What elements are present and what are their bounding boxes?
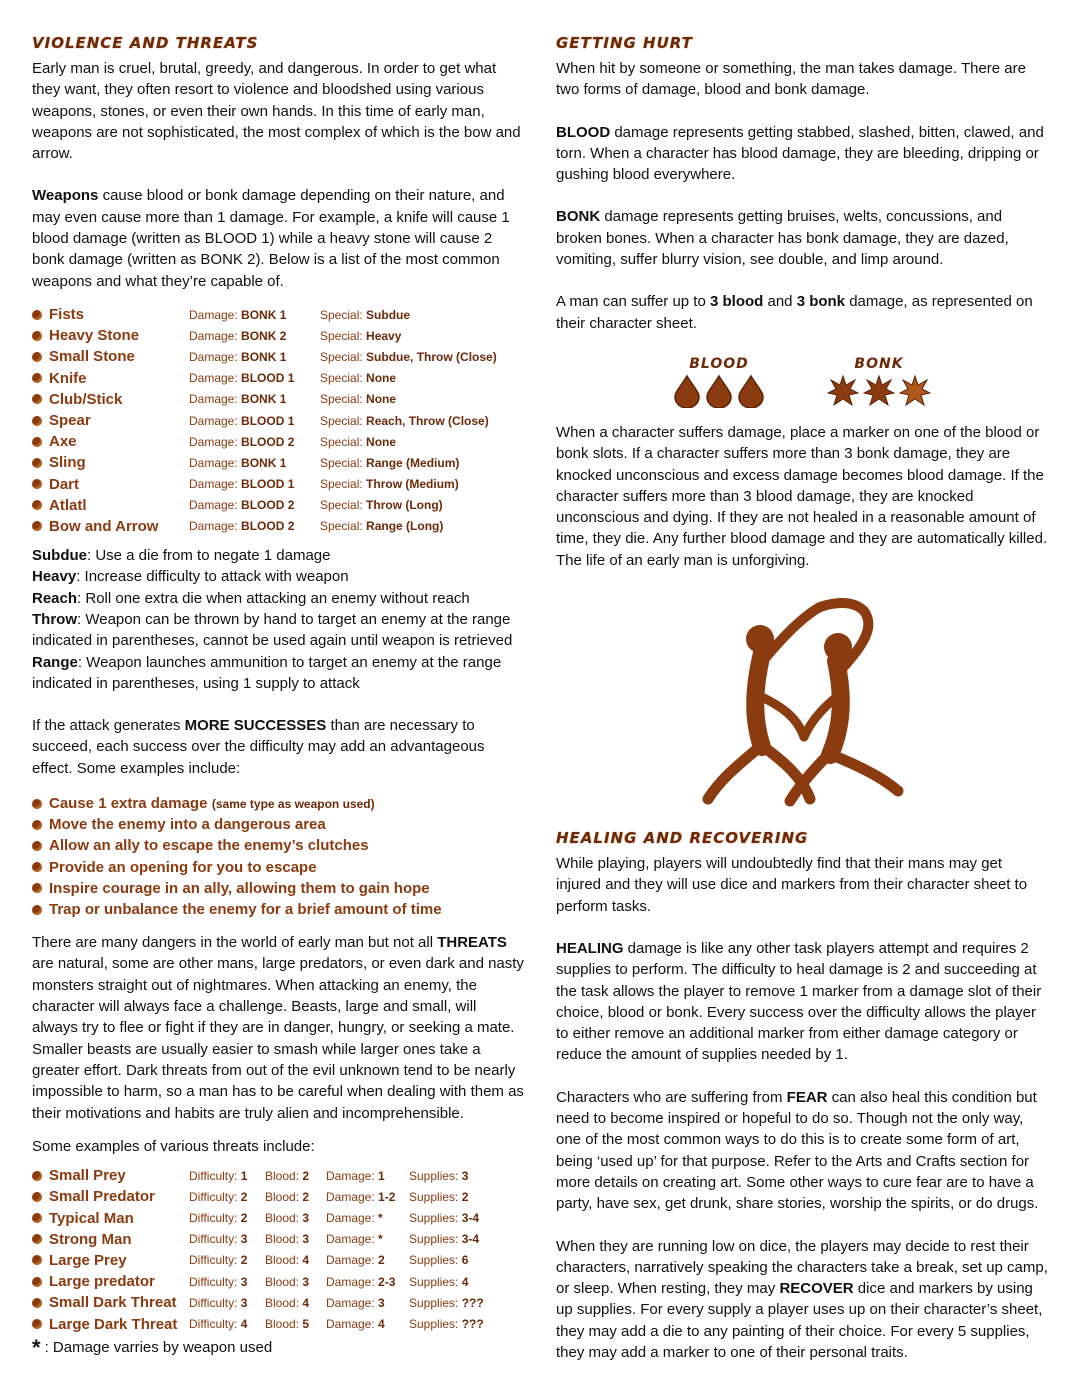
threat-blood: Blood: 4 xyxy=(265,1295,310,1310)
threat-supplies: Supplies: 3-4 xyxy=(409,1211,480,1226)
bullet-icon xyxy=(32,799,42,809)
bonk-star-icon xyxy=(827,374,859,408)
threats-table xyxy=(32,1165,524,1335)
advantage-item: Trap or unbalance the enemy for a brief amount of time xyxy=(32,899,524,920)
weapon-damage: Damage: BLOOD 2 xyxy=(189,434,295,449)
weapon-damage: Damage: BLOOD 1 xyxy=(189,413,295,428)
weapon-row xyxy=(32,431,524,452)
threat-name: Large Prey xyxy=(49,1251,127,1269)
advantage-item: Cause 1 extra damage (same type as weapon used) xyxy=(32,793,524,814)
bullet-icon xyxy=(32,1213,42,1223)
weapon-row xyxy=(32,452,524,473)
threat-difficulty: Difficulty: 3 xyxy=(189,1232,248,1247)
threat-damage: Damage: 1 xyxy=(326,1168,385,1183)
bullet-icon xyxy=(32,1319,42,1329)
bullet-icon xyxy=(32,1171,42,1181)
blood-drop-icon xyxy=(705,374,733,408)
weapon-name: Sling xyxy=(49,454,86,472)
bullet-icon xyxy=(32,373,42,383)
threat-row xyxy=(32,1271,524,1292)
bullet-icon xyxy=(32,416,42,426)
threat-supplies: Supplies: 2 xyxy=(409,1189,469,1204)
threats-paragraph: There are many dangers in the world of early man but not all THREATS are natural, some are other mans, large predators, or even dark and nasty monsters straight out of nightmares. When attacking an enemy, the character will always face a challenge. Beasts, large and small, will always try to flee or fight if they are in danger, hungry, or seeking a mate. Smaller beasts are usually easier to smash while larger ones take a greater effort. Dark threats from out of the evil unknown tend to be nearly impossible to harm, so a man has to be careful when dealing with them as their motivations and habits are truly alien and incomprehensible. xyxy=(32,934,524,1122)
weapons-table xyxy=(32,304,524,537)
weapon-row xyxy=(32,368,524,389)
threat-name: Typical Man xyxy=(49,1209,134,1227)
right-column xyxy=(556,34,1048,1363)
threat-supplies: Supplies: 3 xyxy=(409,1168,469,1183)
threat-row xyxy=(32,1292,524,1313)
bullet-icon xyxy=(32,500,42,510)
definition-range: Range: Weapon launches ammunition to target an enemy at the range indicated in parentheses, using 1 supply to attack xyxy=(32,653,502,692)
threat-blood: Blood: 2 xyxy=(265,1189,310,1204)
advantages-list xyxy=(32,793,524,920)
weapon-special: Special: Range (Medium) xyxy=(320,455,460,470)
threat-name: Strong Man xyxy=(49,1230,132,1248)
definition-reach: Reach: Roll one extra die when attacking an enemy without reach xyxy=(32,589,470,607)
threat-blood: Blood: 2 xyxy=(265,1168,310,1183)
damage-markers xyxy=(556,356,1048,408)
threat-damage: Damage: 4 xyxy=(326,1317,385,1331)
threat-row xyxy=(32,1313,524,1334)
weapon-damage: Damage: BONK 1 xyxy=(189,349,287,364)
threat-row xyxy=(32,1229,524,1250)
weapon-special: Special: Reach, Throw (Close) xyxy=(320,413,489,428)
threat-difficulty: Difficulty: 2 xyxy=(189,1211,248,1226)
weapon-special: Special: Heavy xyxy=(320,328,402,343)
bullet-icon xyxy=(32,883,42,893)
bullet-icon xyxy=(32,331,42,341)
threat-supplies: Supplies: ??? xyxy=(409,1295,484,1310)
weapon-row xyxy=(32,473,524,494)
weapon-row xyxy=(32,389,524,410)
successes-paragraph: If the attack generates MORE SUCCESSES than are necessary to succeed, each success over the difficulty may add an advantageous effect. Some examples include: xyxy=(32,717,485,777)
blood-drop-icon xyxy=(673,374,701,408)
weapon-damage: Damage: BLOOD 2 xyxy=(189,519,295,534)
threat-blood: Blood: 5 xyxy=(265,1317,310,1331)
advantage-item: Provide an opening for you to escape xyxy=(32,857,524,878)
weapon-row xyxy=(32,516,524,537)
weapon-name: Knife xyxy=(49,369,87,387)
bonk-markers xyxy=(827,356,931,408)
weapon-special: Special: None xyxy=(320,392,397,407)
bullet-icon xyxy=(32,841,42,851)
asterisk-icon: * xyxy=(32,1334,41,1360)
threat-supplies: Supplies: 4 xyxy=(409,1274,469,1289)
weapon-name: Atlatl xyxy=(49,496,87,514)
threat-difficulty: Difficulty: 3 xyxy=(189,1295,248,1310)
getting-hurt-heading: GETTING HURT xyxy=(556,34,693,52)
threat-row xyxy=(32,1250,524,1271)
bullet-icon xyxy=(32,394,42,404)
threat-name: Large predator xyxy=(49,1273,155,1291)
bullet-icon xyxy=(32,905,42,915)
bullet-icon xyxy=(32,1298,42,1308)
bullet-icon xyxy=(32,352,42,362)
violence-heading: VIOLENCE AND THREATS xyxy=(32,34,259,52)
threat-blood: Blood: 3 xyxy=(265,1274,310,1289)
threat-row xyxy=(32,1207,524,1228)
weapon-special: Special: Range (Long) xyxy=(320,519,444,534)
threat-difficulty: Difficulty: 2 xyxy=(189,1253,248,1268)
weapon-name: Heavy Stone xyxy=(49,327,140,345)
blood-drop-icon xyxy=(737,374,765,408)
threat-name: Small Prey xyxy=(49,1167,126,1185)
recover-paragraph: When they are running low on dice, the players may decide to rest their characters, narratively speaking the characters take a break, set up camp, or sleep. When resting, they may RECOVER dice and markers by using up supplies. For every supply a player uses up on their character’s sheet, they may add a die to any painting of their choice. For every 5 supplies, they may add a marker to one of their personal traits. xyxy=(556,1237,1048,1361)
threat-damage: Damage: 2 xyxy=(326,1253,385,1268)
definition-throw: Throw: Weapon can be thrown by hand to target an enemy at the range indicated in parentheses, cannot be used again until weapon is retrieved xyxy=(32,610,513,650)
bullet-icon xyxy=(32,458,42,468)
bonk-label: BONK xyxy=(854,355,904,372)
weapon-special: Special: Subdue xyxy=(320,307,411,322)
weapons-paragraph: Weapons cause blood or bonk damage depending on their nature, and may even cause more than 1 damage. For example, a knife will cause 1 blood damage (written as BLOOD 1) while a heavy stone will cause 2 bonk damage (written as BONK 2). Below is a list of the most common weapons and what they’re capable of. xyxy=(32,187,510,290)
weapon-damage: Damage: BONK 1 xyxy=(189,392,287,407)
threat-damage: Damage: 3 xyxy=(326,1295,385,1310)
weapon-name: Fists xyxy=(49,306,85,324)
advantage-item: Inspire courage in an ally, allowing them to gain hope xyxy=(32,878,524,899)
threat-row xyxy=(32,1186,524,1207)
threat-damage: Damage: 2-3 xyxy=(326,1274,396,1289)
damage-rules-paragraph: When a character suffers damage, place a marker on one of the blood or bonk slots. If a character suffers more than 3 bonk damage, they are knocked unconscious and excess damage becomes blood damage. If the character suffers more than 3 blood damage, they are knocked unconscious and dying. If they are not healed in a reasonable amount of time, they die. Any further blood damage and they are automatically killed. The life of an early man is unforgiving. xyxy=(556,423,1048,569)
weapon-name: Club/Stick xyxy=(49,390,123,408)
threat-blood: Blood: 3 xyxy=(265,1211,310,1226)
threat-damage: Damage: 1-2 xyxy=(326,1189,396,1204)
weapon-special: Special: Throw (Long) xyxy=(320,498,443,513)
weapon-row xyxy=(32,346,524,367)
weapon-damage: Damage: BONK 1 xyxy=(189,307,287,322)
weapon-damage: Damage: BONK 2 xyxy=(189,328,287,343)
blood-paragraph: BLOOD damage represents getting stabbed, slashed, bitten, clawed, and torn. When a character has blood damage, they are bleeding, dripping or gushing blood everywhere. xyxy=(556,123,1044,184)
threat-blood: Blood: 3 xyxy=(265,1232,310,1247)
weapon-special: Special: None xyxy=(320,371,397,386)
weapon-name: Axe xyxy=(49,433,77,451)
healing-heading: HEALING AND RECOVERING xyxy=(556,829,809,848)
bullet-icon xyxy=(32,310,42,320)
weapon-row xyxy=(32,325,524,346)
healing-paragraph: HEALING damage is like any other task players attempt and requires 2 supplies to perform. The difficulty to heal damage is 2 and succeeding at the task allows the player to remove 1 marker from a damage slot of their choice, blood or bonk. Every success over the difficulty allows the player to either remove an additional marker from either damage category or reduce the amount of supplies needed by 1. xyxy=(556,939,1042,1064)
weapon-name: Bow and Arrow xyxy=(49,517,159,535)
hurt-intro: When hit by someone or something, the man takes damage. There are two forms of damage, blood and bonk damage. xyxy=(556,60,1026,99)
weapon-special: Special: Subdue, Throw (Close) xyxy=(320,349,497,364)
blood-label: BLOOD xyxy=(689,355,749,372)
threat-damage: Damage: * xyxy=(326,1232,383,1247)
footnote: * : Damage varries by weapon used xyxy=(32,1334,273,1360)
bullet-icon xyxy=(32,437,42,447)
healing-intro: While playing, players will undoubtedly find that their mans may get injured and they will use dice and markers from their character sheet to perform tasks. xyxy=(556,855,1028,915)
weapon-special: Special: None xyxy=(320,434,397,449)
threat-difficulty: Difficulty: 1 xyxy=(189,1168,248,1183)
weapon-name: Small Stone xyxy=(49,348,135,366)
threat-name: Small Dark Threat xyxy=(49,1294,177,1312)
definition-subdue: Subdue: Use a die from to negate 1 damage xyxy=(32,547,331,565)
definition-heavy: Heavy: Increase difficulty to attack with weapon xyxy=(32,568,349,586)
fear-paragraph: Characters who are suffering from FEAR can also heal this condition but need to become inspired or hopeful to do so. Though not the only way, one of the most common ways to do this is to create some form of art, being ‘used up’ for that purpose. Refer to the Arts and Crafts section for more details on creating art. Some other ways to cure fear are to have a party, have sex, get drunk, share stories, worship the spirits, or do drugs. xyxy=(556,1088,1039,1213)
advantage-item: Allow an ally to escape the enemy’s clutches xyxy=(32,835,524,856)
weapon-row xyxy=(32,410,524,431)
bonk-paragraph: BONK damage represents getting bruises, welts, concussions, and broken bones. When a character has bonk damage, they are dazed, vomiting, suffer blurry vision, see double, and limp around. xyxy=(556,208,1009,269)
weapon-damage: Damage: BLOOD 1 xyxy=(189,477,295,492)
threat-name: Large Dark Threat xyxy=(49,1315,178,1333)
bullet-icon xyxy=(32,1277,42,1287)
threat-difficulty: Difficulty: 2 xyxy=(189,1189,248,1204)
intro-paragraph: Early man is cruel, brutal, greedy, and dangerous. In order to get what they want, they often resort to violence and bloodshed using various weapons, stones, or even their own hands. In this time of early man, weapons are not sophisticated, the most complex of which is the bow and arrow. xyxy=(32,60,521,163)
threat-damage: Damage: * xyxy=(326,1211,383,1226)
weapon-damage: Damage: BLOOD 2 xyxy=(189,498,295,513)
threat-supplies: Supplies: 3-4 xyxy=(409,1232,480,1247)
threat-name: Small Predator xyxy=(49,1188,155,1206)
blood-markers xyxy=(673,356,765,408)
threat-difficulty: Difficulty: 3 xyxy=(189,1274,248,1289)
bullet-icon xyxy=(32,479,42,489)
left-column xyxy=(32,34,524,1360)
advantage-item: Move the enemy into a dangerous area xyxy=(32,814,524,835)
bullet-icon xyxy=(32,1234,42,1244)
bullet-icon xyxy=(32,820,42,830)
weapon-special: Special: Throw (Medium) xyxy=(320,477,459,492)
bullet-icon xyxy=(32,1255,42,1265)
threat-supplies: Supplies: ??? xyxy=(409,1317,484,1331)
bonk-star-icon xyxy=(899,374,931,408)
weapon-damage: Damage: BLOOD 1 xyxy=(189,371,295,386)
threat-row xyxy=(32,1165,524,1186)
threat-difficulty: Difficulty: 4 xyxy=(189,1317,248,1331)
weapon-damage: Damage: BONK 1 xyxy=(189,455,287,470)
weapon-row xyxy=(32,495,524,516)
weapon-name: Spear xyxy=(49,412,91,429)
bonk-star-icon xyxy=(863,374,895,408)
fighting-figures-illustration xyxy=(556,587,1048,811)
threat-blood: Blood: 4 xyxy=(265,1253,310,1268)
weapon-row xyxy=(32,304,524,325)
bullet-icon xyxy=(32,521,42,531)
threat-supplies: Supplies: 6 xyxy=(409,1253,469,1268)
bullet-icon xyxy=(32,1192,42,1202)
bullet-icon xyxy=(32,862,42,872)
threat-examples-intro: Some examples of various threats include: xyxy=(32,1137,315,1155)
damage-limit-paragraph: A man can suffer up to 3 blood and 3 bonk damage, as represented on their character sheet. xyxy=(556,293,1033,332)
weapon-name: Dart xyxy=(49,475,80,493)
